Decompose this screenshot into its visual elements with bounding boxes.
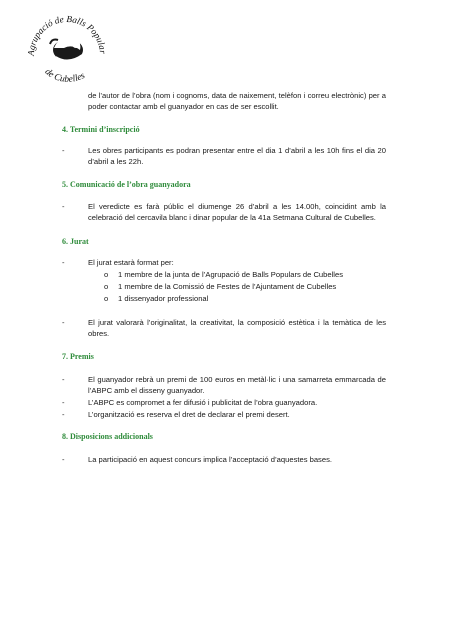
intro-paragraph: de l’autor de l’obra (nom i cognoms, data de naixement, telèfon i correu electrònic) per a poder contactar amb el guanyador en cas de ser escollit.	[88, 91, 386, 112]
jury-member-item	[104, 269, 343, 280]
bullet-marker: -	[62, 375, 65, 384]
logo-text-top: Agrupació de Balls Popular	[25, 13, 109, 57]
bullet-text: El guanyador rebrà un premi de 100 euros en metàl·lic i una samarreta emmarcada de l’ABPC amb el disseny guanyador.	[88, 375, 386, 396]
bullet-text: El jurat estarà format per:	[88, 258, 174, 267]
jury-member-text: 1 dissenyador professional	[118, 294, 209, 303]
section-4-heading: 4. Termini d’inscripció	[62, 125, 140, 134]
bullet-marker: -	[62, 318, 65, 327]
bullet-marker: -	[62, 258, 65, 267]
bullet-text: El jurat valorarà l’originalitat, la creativitat, la composició estètica i la temàtica de les obres.	[88, 318, 386, 339]
bullet-marker: -	[62, 398, 65, 407]
bullet-text: La participació en aquest concurs implica l’acceptació d’aquestes bases.	[88, 455, 332, 464]
section-6-heading: 6. Jurat	[62, 237, 89, 246]
bullet-marker: -	[62, 455, 65, 464]
jury-member-text: 1 membre de la junta de l’Agrupació de Balls Populars de Cubelles	[118, 270, 343, 279]
dancer-figure-icon	[50, 37, 83, 63]
sub-marker: o	[104, 270, 109, 279]
logo-text-bottom: de Cubelles	[42, 67, 87, 85]
section-5-heading: 5. Comunicació de l’obra guanyadora	[62, 180, 191, 189]
bullet-marker: -	[62, 410, 65, 419]
section-8-heading: 8. Disposicions addicionals	[62, 432, 153, 441]
bullet-text: L’ABPC es compromet a fer difusió i publicitat de l’obra guanyadora.	[88, 398, 318, 407]
sub-marker: o	[104, 282, 109, 291]
association-logo	[20, 4, 114, 88]
jury-member-item	[104, 293, 208, 304]
bullet-marker: -	[62, 146, 65, 155]
bullet-text: Les obres participants es podran presentar entre el dia 1 d’abril a les 10h fins el dia 20 d’abril a les 22h.	[88, 146, 386, 167]
bullet-marker: -	[62, 202, 65, 211]
jury-member-text: 1 membre de la Comissió de Festes de l’Ajuntament de Cubelles	[118, 282, 337, 291]
sub-marker: o	[104, 294, 109, 303]
bullet-text: L’organització es reserva el dret de declarar el premi desert.	[88, 410, 290, 419]
section-7-heading: 7. Premis	[62, 352, 94, 361]
jury-member-item	[104, 281, 336, 292]
svg-text:de Cubelles	[43, 67, 88, 85]
bullet-text: El veredicte es farà públic el diumenge 26 d’abril a les 14.00h, coincidint amb la celebració del cercavila blanc i dinar popular de la 41a Setmana Cultural de Cubelles.	[88, 202, 386, 223]
